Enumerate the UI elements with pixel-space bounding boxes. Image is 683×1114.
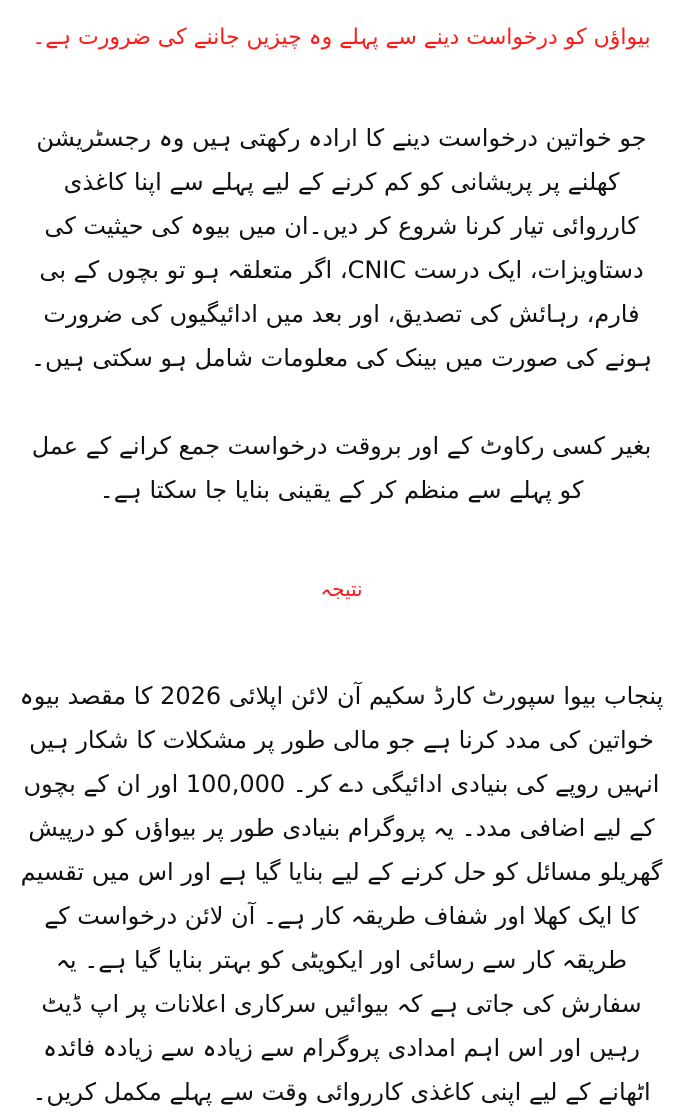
conclusion-paragraph: پنجاب بیوا سپورٹ کارڈ سکیم آن لائن اپلائی 2026 کا مقصد بیوہ خواتین کی مدد کرنا ہے جو مالی طور پر مشکلات کا شکار ہیں انہیں روپے کی بنیادی ادائیگی دے کر۔ 100,000 اور ان کے بچوں کے لیے اضافی مدد۔ یہ پروگرام بنیادی طور پر بیواؤں کو درپیش گھریلو مسائل کو حل کرنے کے لیے بنایا گیا ہے اور اس میں تقسیم کا ایک کھلا اور شفاف طریقہ کار ہے۔ آن لائن درخواست کے طریقہ کار سے رسائی اور ایکویٹی کو بہتر بنایا گیا ہے۔ یہ سفارش کی جاتی ہے کہ بیوائیں سرکاری اعلانات پر اپ ڈیٹ رہیں اور اس اہم امدادی پروگرام سے زیادہ سے زیادہ فائدہ اٹھانے کے لیے اپنی کاغذی کارروائی وقت سے پہلے مکمل کریں۔ [19,682,664,1106]
conclusion-heading: نتیجہ [320,577,363,601]
section-heading: بیواؤں کو درخواست دینے سے پہلے وہ چیزیں جاننے کی ضرورت ہے۔ [32,25,651,50]
documents-paragraph: جو خواتین درخواست دینے کا ارادہ رکھتی ہیں وہ رجسٹریشن کھلنے پر پریشانی کو کم کرنے کے لیے پہلے سے اپنا کاغذی کارروائی تیار کرنا شروع کر دیں۔ان میں بیوہ کی حیثیت کی دستاویزات، ایک درست CNIC، اگر متعلقہ ہو تو بچوں کے بی فارم، رہائش کی تصدیق، اور بعد میں ادائیگیوں کی ضرورت ہونے کی صورت میں بینک کی معلومات شامل ہو سکتی ہیں۔ [30,124,653,372]
article-page [0,22,683,1114]
timely-submission-paragraph: بغیر کسی رکاوٹ کے اور بروقت درخواست جمع کرانے کے عمل کو پہلے سے منظم کر کے یقینی بنایا جا سکتا ہے۔ [31,432,652,504]
